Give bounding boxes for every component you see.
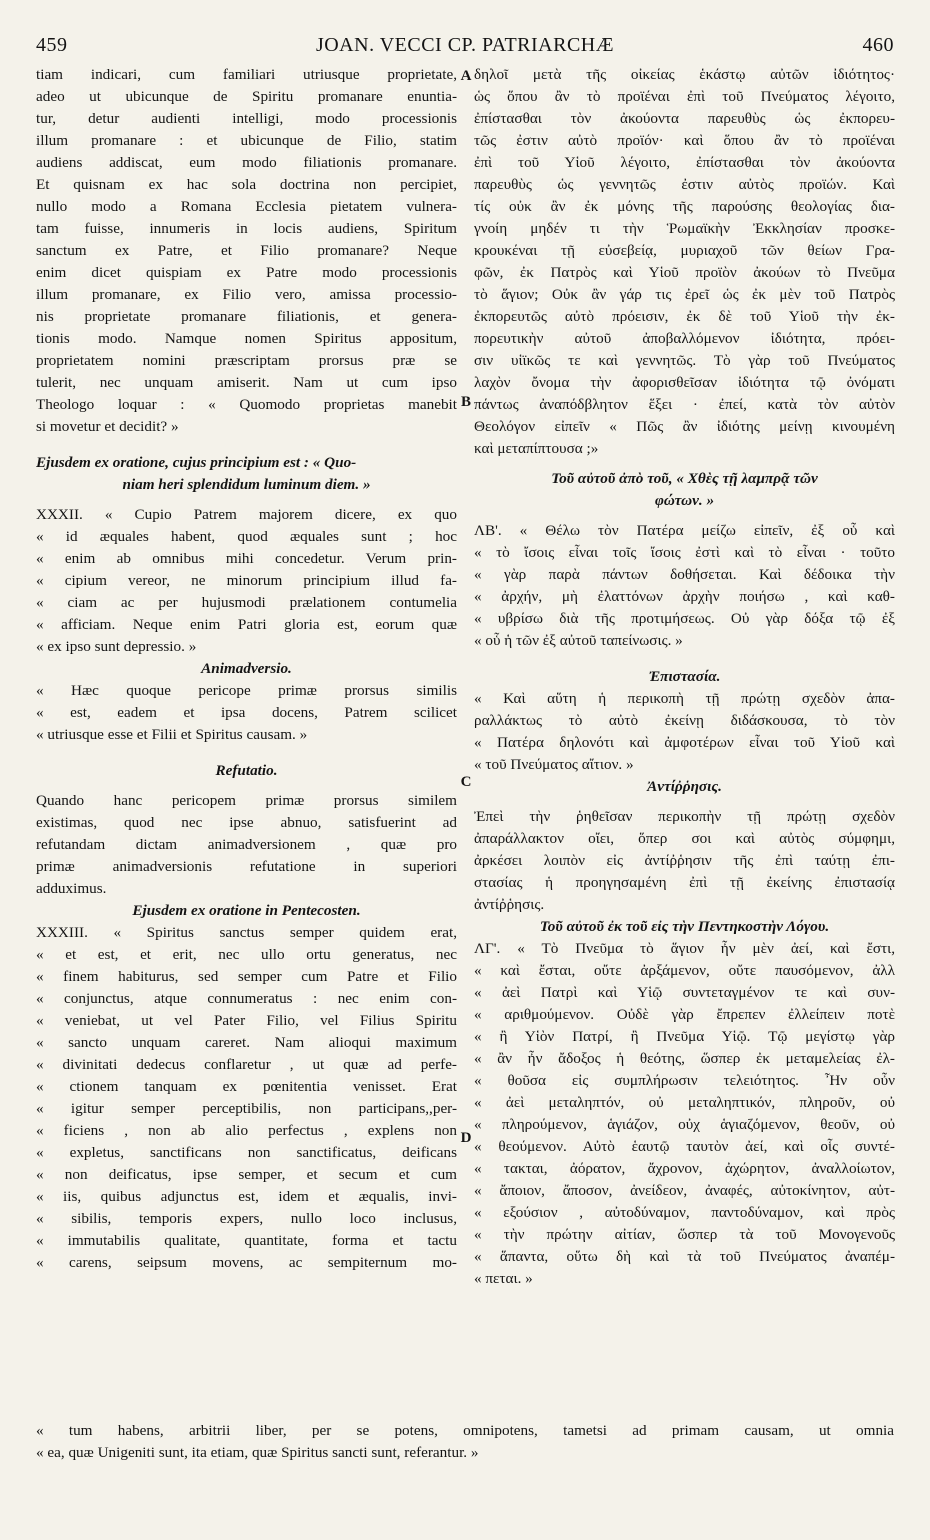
greek-text-line: τὸ ἅγιον; Οὐκ ἂν γάρ τις ἐρεῖ ὡς ἐκ μὲν τοῦ Πατρὸς [474,286,895,303]
latin-text-line: nullo modo a Romana Ecclesia pietatem vulnera- [36,198,457,215]
greek-text-line: Ἐπεὶ τὴν ῥηθεῖσαν περικοπὴν τῇ πρώτῃ σχεδὸν [474,808,895,825]
latin-text-line: « afficiam. Neque enim Patri gloria est, eorum quæ [36,616,457,633]
greek-text-line: « γὰρ παρὰ πάντων δοθήσεται. Καὶ δέδοικα τὴν [474,566,895,583]
latin-text-line: « et est, et erit, nec ullo ortu generatus, nec [36,946,457,963]
margin-marker-a: A [460,68,472,84]
latin-spacer [36,782,457,790]
greek-heading: Ἀντίῤῥησις. [647,778,722,795]
latin-text-line: « ficiens , non ab alio perfectus , explens non [36,1122,457,1139]
greek-text-line: « αριθμούμενον. Οὐδὲ γὰρ ἔπρεπεν ἐλλείπειν ποτὲ [474,1006,895,1023]
latin-text-line: primæ animadversionis refutatione in superiori [36,858,457,875]
greek-text-line: « ἀεὶ μεταληπτόν, οὐ μεταληπτικόν, πληροῦν, οὐ [474,1094,895,1111]
latin-text-line: adeo ut ubicunque de Spiritu promanare enuntia- [36,88,457,105]
latin-text-line: tam fuisse, innumeris in locis audiens, Spiritum [36,220,457,237]
latin-text-line: « non deificatus, ipse semper, et secum et cum [36,1166,457,1183]
greek-text-line: καὶ μεταπίπτουσα ;» [474,440,599,457]
greek-text-line: « θεούμενον. Αὐτὸ ἑαυτῷ ταυτὸν ἀεί, καὶ οἷς συντέ- [474,1138,895,1155]
latin-text-line: sanctum ex Patre, et Filio promanare? Neque [36,242,457,259]
latin-text-line: « Hæc quoque pericope primæ prorsus similis [36,682,457,699]
page-number-right: 460 [862,34,894,56]
greek-text-line: ἐπίστασθαι τὸν ἀκούοντα παρευθὺς ὡς ἐκπορευ- [474,110,895,127]
latin-spacer [36,438,457,452]
greek-text-line: ἐκπορευτῶς αὐτὸ πρόεισιν, ἐκ δὲ τοῦ Υἱοῦ τὴν ἐκ- [474,308,895,325]
latin-spacer [36,746,457,760]
latin-heading: Ejusdem ex oratione in Pentecosten. [132,902,361,919]
latin-text-line: tiam indicari, cum familiari utriusque proprietate, [36,66,457,83]
latin-text-line: « iis, quibus adjunctus est, idem et æqualis, invi- [36,1188,457,1205]
latin-text-line: tionis modo. Namque nomen Spiritus appositum, [36,330,457,347]
latin-text-line: tur, detur audienti intelligi, modo processionis [36,110,457,127]
greek-text-line: πορευτικὴν αὐτοῦ ἀποβαλλόμενον ἰδιότητα, πρόει- [474,330,895,347]
greek-text-line: « υβρίσω διὰ τῆς προτιμήσεως. Οὐ γὰρ δόξα τῷ ἐξ [474,610,895,627]
latin-text-line: « est, eadem et ipsa docens, Patrem scilicet [36,704,457,721]
greek-text-line: κρουκέναι τῇ εὐσεβείᾳ, μυριαχοῦ τῶν θείων Γρα- [474,242,895,259]
greek-text-line: « τὸ ἴσοις εἶναι τοῖς ἴσοις ἐστὶ καὶ τὸ εἶναι · τοῦτο [474,544,895,561]
latin-text-line: « conjunctus, atque connumeratus : nec enim con- [36,990,457,1007]
latin-text-line: « enim ab omnibus mihi concedetur. Verum prin- [36,550,457,567]
margin-marker-c: C [460,774,472,790]
running-title: JOAN. VECCI CP. PATRIARCHÆ [315,34,615,56]
greek-heading: φώτων. » [654,492,715,509]
greek-text-line: ἀρκέσει λοιπὸν εἰς ἀντίῤῥησιν τῆς ἐπὶ ταύτῃ ἐπι- [474,852,895,869]
greek-text-line: « πεται. » [474,1270,533,1287]
latin-text-line: « sibilis, temporis expers, nullo loco inclusus, [36,1210,457,1227]
latin-text-line: XXXIII. « Spiritus sanctus semper quidem erat, [36,924,457,941]
greek-text-line: « ἂν ἦν ἄδοξος ἡ θεότης, ὥσπερ ἐκ μεταμελείας ἐλ- [474,1050,895,1067]
greek-spacer [474,460,895,468]
margin-marker-b: B [460,394,471,410]
latin-heading: Animadversio. [201,660,292,677]
latin-text-line: adduximus. [36,880,107,897]
latin-text-line: « veniebat, ut vel Pater Filio, vel Filius Spiritu [36,1012,457,1029]
latin-text-line: « finem habiturus, sed semper cum Patre et Filio [36,968,457,985]
latin-text-line: nis proprietate promanare filiationis, et genera- [36,308,457,325]
latin-text-line: « ea, quæ Unigeniti sunt, ita etiam, quæ Spiritus sancti sunt, referantur. » [36,1444,479,1461]
margin-marker-d: D [460,1130,472,1146]
greek-text-line: Θεολόγον εἰπεῖν « Πῶς ἂν ἰδιότης μείνῃ κινουμένη [474,418,895,435]
greek-text-line: « ἢ Υἱὸν Πατρί, ἢ Πνεῦμα Υἱῷ. Τῷ μεγίστῳ γὰρ [474,1028,895,1045]
greek-text-line: σιν υἱϊκῶς τε καὶ γεννητῶς. Τὸ γὰρ τοῦ Πνεύματος [474,352,895,369]
greek-text-line: ὡς ὅπου ἂν τὸ προϊέναι ἐπὶ τοῦ Πνεύματος λέγοιτο, [474,88,895,105]
greek-text-line: « ἅπαντα, οὕτω δὴ καὶ τὰ τοῦ Πνεύματος ἀναπέμ- [474,1248,895,1265]
latin-text-line: tulerit, nec unquam amiserit. Nam ut cum ipso [36,374,457,391]
latin-text-line: « utriusque esse et Filii et Spiritus causam. » [36,726,308,743]
latin-heading: Ejusdem ex oratione, cujus principium est : « Quo- [36,454,357,471]
greek-text-line: « πληρούμενον, ἁγιάζον, οὐχ ἁγιαζόμενον, θεοῦν, οὐ [474,1116,895,1133]
greek-text-line: λαχὸν ὄνομα τὴν ἀφορισθεῖσαν ἰδιότητα τῷ ὀνόματι [474,374,895,391]
latin-text-line: Theologo loquar : « Quomodo proprietas manebit [36,396,457,413]
greek-spacer [474,512,895,520]
latin-text-line: « tum habens, arbitrii liber, per se potens, omnipotens, tametsi ad primam causam, ut omnia [36,1422,894,1439]
greek-text-line: « Πατέρα δηλονότι καὶ ἀμφοτέρων εἶναι τοῦ Υἱοῦ καὶ [474,734,895,751]
latin-text-line: XXXII. « Cupio Patrem majorem dicere, ex quo [36,506,457,523]
latin-text-line: proprietatem nomini præscriptam prorsus præ se [36,352,457,369]
greek-text-line: δηλοῖ μετὰ τῆς οἰκείας ἑκάστῳ αὐτῶν ἰδιότητος· [474,66,895,83]
greek-column [474,64,895,1290]
greek-text-line: « ἀρχήν, μὴ ἐλαττόνων ἀρχὴν ποιήσω , καὶ καθ- [474,588,895,605]
latin-text-line: si movetur et decidit? » [36,418,179,435]
greek-text-line: « τοῦ Πνεύματος αἴτιον. » [474,756,634,773]
greek-text-line: πάντως ἀναπόδβλητον ἕξει · ἐπεί, κατὰ τὸν αὐτὸν [474,396,895,413]
latin-text-line: « ex ipso sunt depressio. » [36,638,197,655]
latin-text-line: Quando hanc pericopem primæ prorsus similem [36,792,457,809]
latin-spacer [36,496,457,504]
latin-text-line: illum promanare, ex Filio vero, amissa processio- [36,286,457,303]
latin-text-line: « sancto unquam careret. Nam alioqui maximum [36,1034,457,1051]
latin-text-line: « divinitati dedecus conflaretur , ut quæ ad perfe- [36,1056,457,1073]
latin-text-line: « ciam ac per hujusmodi prælationem contumelia [36,594,457,611]
latin-text-line: « igitur semper perceptibilis, non participans,,per- [36,1100,457,1117]
greek-text-line: « τακται, ἀόρατον, ἄχρονον, ἀχώρητον, ἀναλλοίωτον, [474,1160,895,1177]
greek-text-line: « ἄποιον, ἄποσον, ἀνείδεον, ἀναφές, αὐτοκίνητον, αὐτ- [474,1182,895,1199]
latin-text-line: « ctionem tanquam ex pœnitentia venisset. Erat [36,1078,457,1095]
greek-text-line: γνοίη μηδέν τι τὴν Ῥωμαϊκὴν Ἐκκλησίαν προσκε- [474,220,895,237]
latin-text-line: refutandam dictam animadversionem , quæ pro [36,836,457,853]
greek-text-line: ραλλάκτως τὸ αὐτὸ ἐκείνῃ διδάσκουσα, τὸ τὸν [474,712,895,729]
greek-text-line: φῶν, ἐκ Πατρὸς καὶ Υἱοῦ προϊὸν ἀκούων τὸ Πνεῦμα [474,264,895,281]
latin-text-line: existimas, quod nec ipse abnuo, satisfuerint ad [36,814,457,831]
latin-text-line: enim dicet quispiam ex Patre modo processionis [36,264,457,281]
greek-heading: Τοῦ αὐτοῦ ἐκ τοῦ εἰς τὴν Πεντηκοστὴν Λόγου. [539,918,830,935]
greek-spacer [474,798,895,806]
greek-text-line: ἐπὶ τοῦ Υἱοῦ λέγοιτο, ἐπίστασθαι τὸν ἀκούοντα [474,154,895,171]
latin-text-line: « id æquales habent, quod æquales sunt ; hoc [36,528,457,545]
greek-spacer [474,652,895,666]
greek-text-line: « Καὶ αὕτη ἡ περικοπὴ τῇ πρώτῃ σχεδὸν ἀπα- [474,690,895,707]
latin-text-line: « immutabilis qualitate, quantitate, forma et tactu [36,1232,457,1249]
latin-text-line: illum promanare : et ubicunque de Filio, statim [36,132,457,149]
page-number-left: 459 [36,34,68,56]
greek-text-line: παρευθὺς ὡς γεννητῶς ἐστιν αὐτὸς προϊών. Καὶ [474,176,895,193]
greek-text-line: ΛΒ'. « Θέλω τὸν Πατέρα μείζω εἰπεῖν, ἐξ οὗ καὶ [474,522,895,539]
latin-text-line: audiens addiscat, eum modo filiationis promanare. [36,154,457,171]
greek-text-line: « τὴν πρώτην αἰτίαν, ὥσπερ τὰ τοῦ Μονογενοῦς [474,1226,895,1243]
page-header [36,34,894,58]
latin-text-line: Et quisnam ex hac sola doctrina non percipiet, [36,176,457,193]
greek-text-line: « θοῦσα εἰς συμπλήρωσιν τελειότητος. Ἦν οὖν [474,1072,895,1089]
greek-text-line: ἀπαράλλακτον οἴει, ὅπερ σοι καὶ αὐτὸς σύμφημι, [474,830,895,847]
greek-text-line: τῶς ἐστιν αὐτὸ προϊόν· καὶ ὅπου ἂν τὸ προϊέναι [474,132,895,149]
full-width-continuation [36,1420,894,1464]
greek-text-line: τίς οὐκ ἂν ἐκ μόνης τῆς παρούσης θεολογίας δια- [474,198,895,215]
latin-heading: niam heri splendidum luminum diem. » [122,476,371,493]
greek-text-line: « καὶ ἔσται, οὔτε ἀρξάμενον, οὔτε παυσόμενον, ἀλλ [474,962,895,979]
latin-column [36,64,457,1274]
greek-heading: Ἐπιστασία. [648,668,721,685]
greek-text-line: « ἀεὶ Πατρὶ καὶ Υἱῷ συντεταγμένον τε καὶ συν- [474,984,895,1001]
greek-heading: Τοῦ αὐτοῦ ἀπὸ τοῦ, « Χθὲς τῇ λαμπρᾷ τῶν [551,470,818,487]
latin-heading: Refutatio. [215,762,278,779]
greek-text-line: στασίας ἡ προηγησαμένη ἐπὶ τῇ ἐκείνης ἐπιστασίᾳ [474,874,895,891]
greek-text-line: ΛΓ'. « Τὸ Πνεῦμα τὸ ἅγιον ἦν μὲν ἀεί, καὶ ἔστι, [474,940,895,957]
latin-text-line: « carens, seipsum movens, ac sempiternum mo- [36,1254,457,1271]
latin-text-line: « expletus, sanctificans non sanctificatus, deificans [36,1144,457,1161]
greek-text-line: « οὗ ἡ τῶν ἐξ αὐτοῦ ταπείνωσις. » [474,632,683,649]
latin-text-line: « cipium vereor, ne minorum principium illud fa- [36,572,457,589]
greek-text-line: « εξούσιον , αὐτοδύναμον, παντοδύναμον, καὶ πρὸς [474,1204,895,1221]
greek-text-line: ἀντίῤῥησις. [474,896,545,913]
